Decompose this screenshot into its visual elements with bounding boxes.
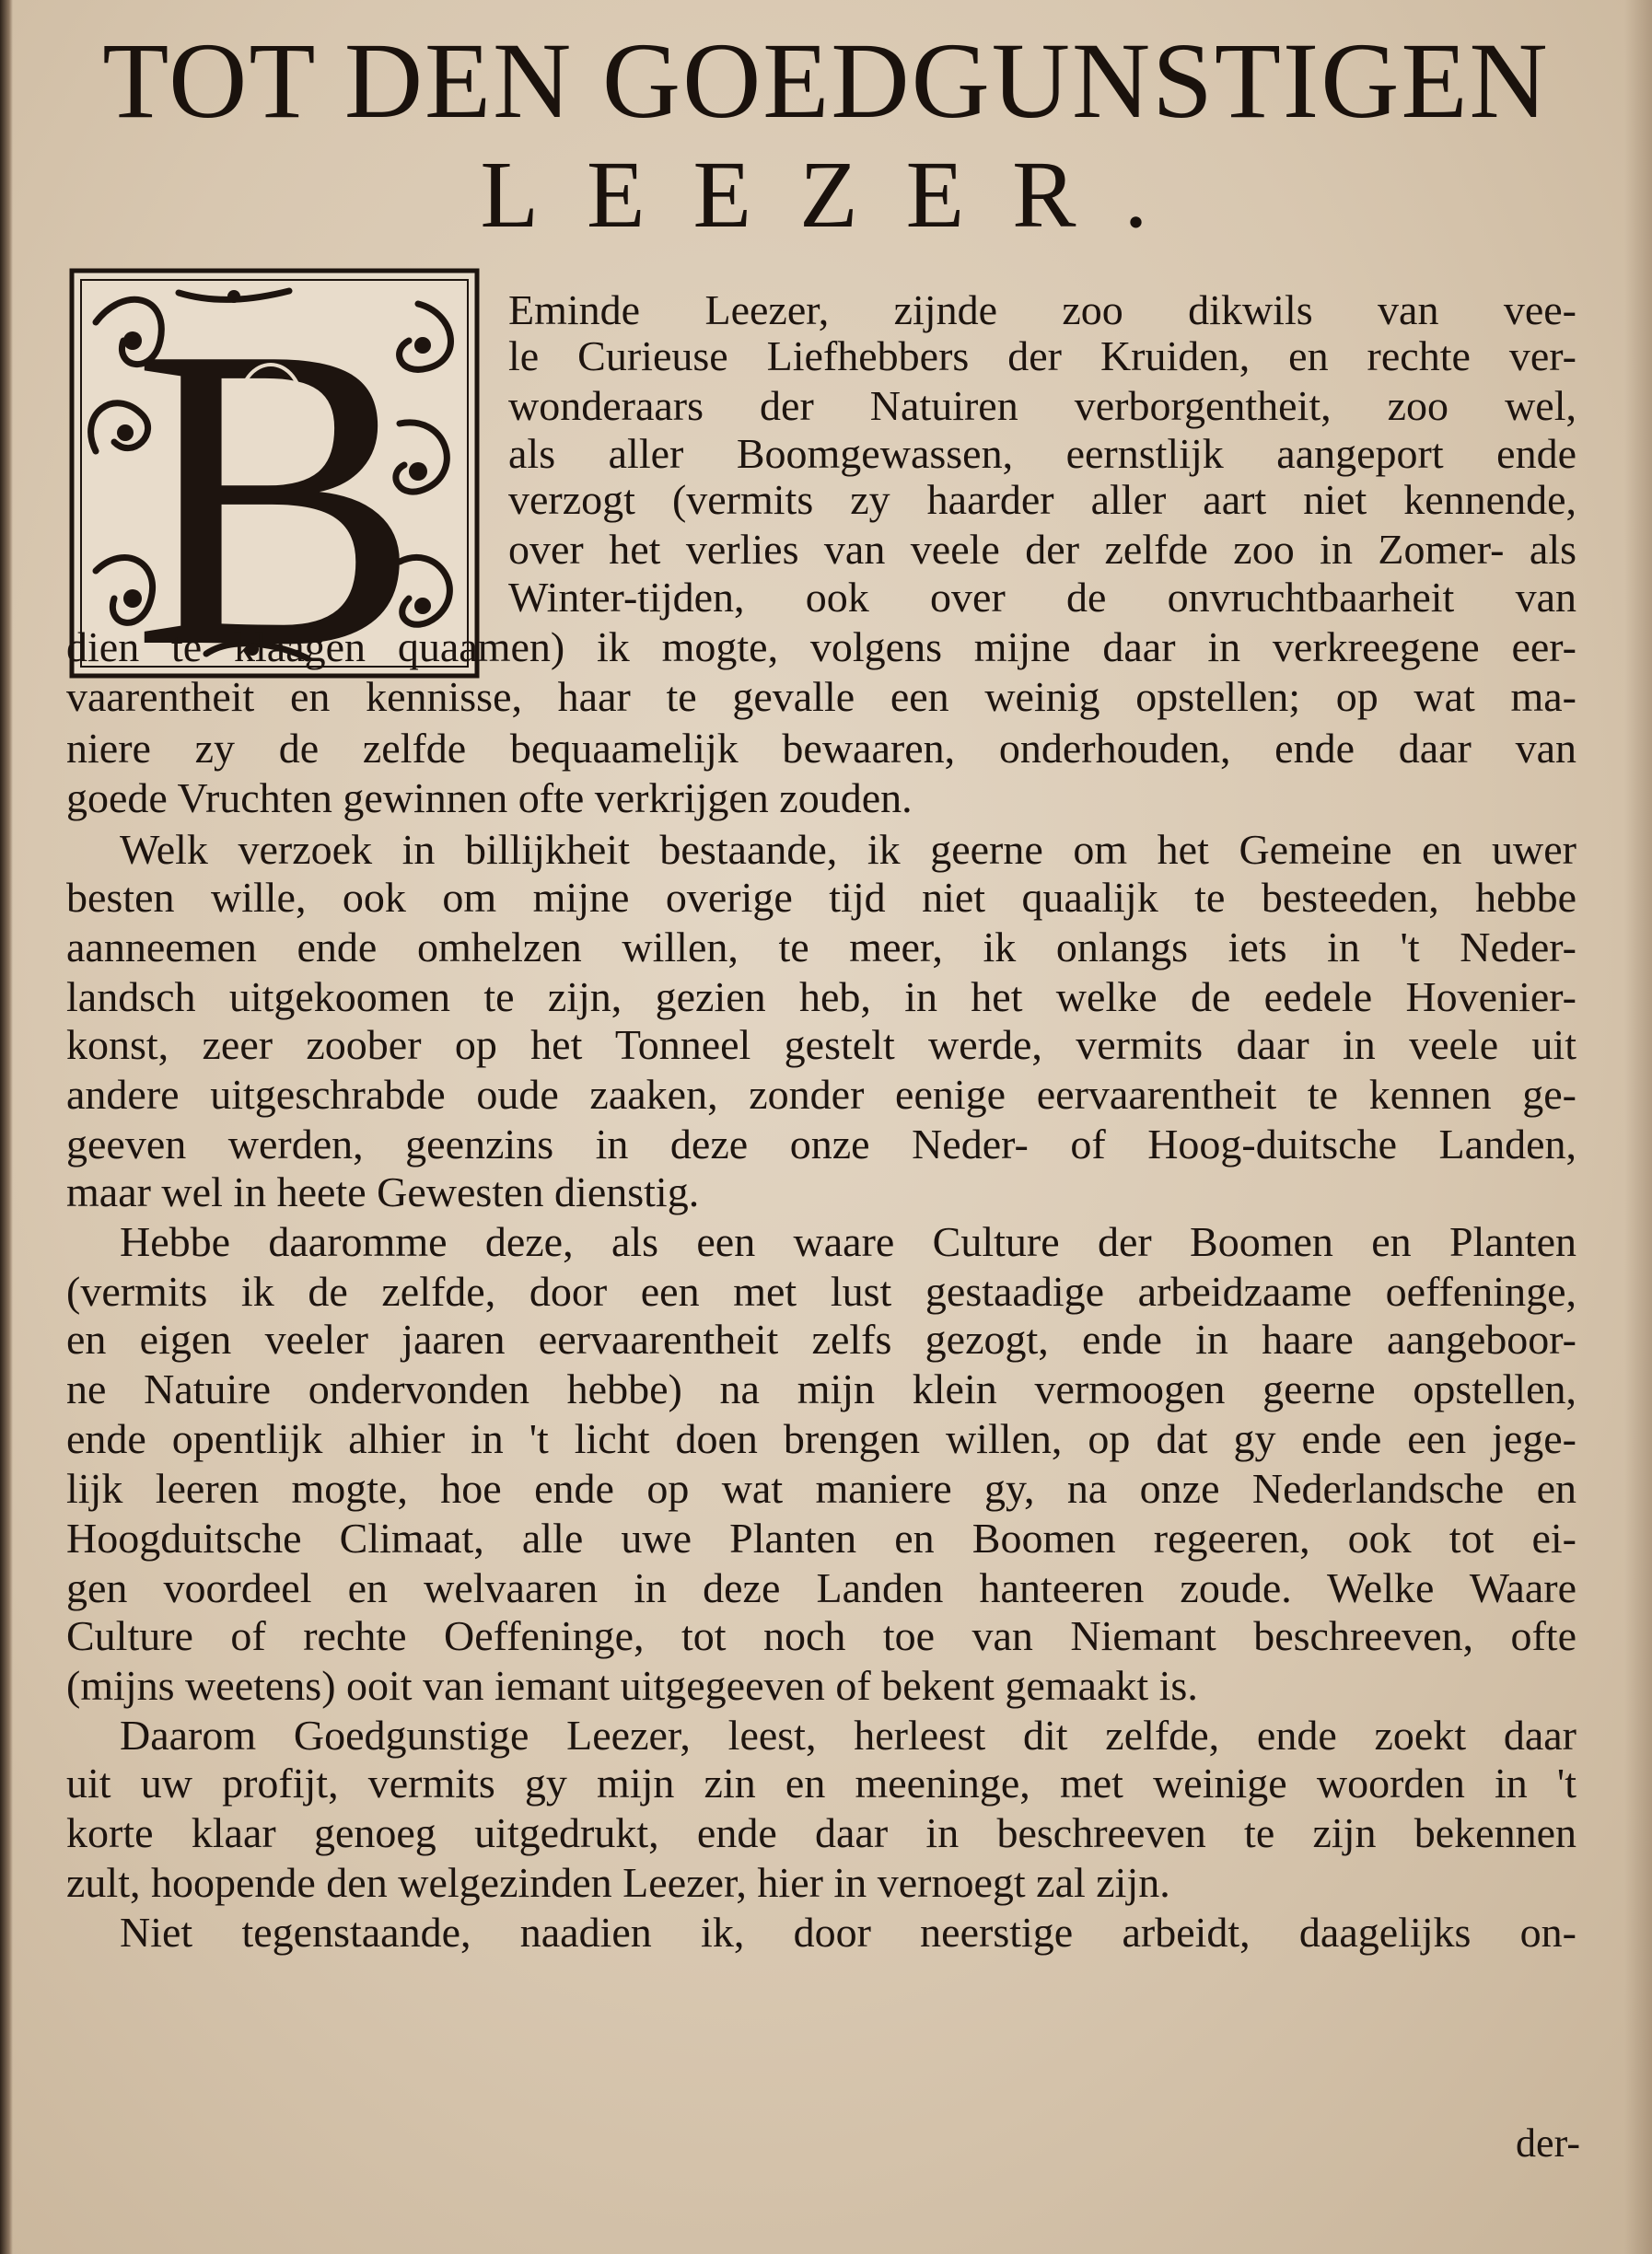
text-line: niere zy de zelfde bequaamelijk bewaaren, onderhouden, ende daar van: [66, 725, 1576, 772]
text-line: lijk leeren mogte, hoe ende op wat maniere gy, na onze Nederlandsche en: [66, 1465, 1576, 1512]
text-line: Culture of rechte Oeffeninge, tot noch toe van Niemant beschreeven, ofte: [66, 1612, 1576, 1659]
catchword: der-: [1516, 2120, 1580, 2166]
text-line: uit uw profijt, vermits gy mijn zin en meeninge, met weinige woorden in 't: [66, 1760, 1576, 1807]
text-line: (vermits ik de zelfde, door een met lust gestaadige arbeidzaame oeffeninge,: [66, 1268, 1576, 1315]
text-line: Welk verzoek in billijkheit bestaande, ik geerne om het Gemeine en uwer: [120, 826, 1576, 873]
text-line: als aller Boomgewassen, eernstlijk aangeport ende: [508, 430, 1576, 477]
text-line: korte klaar genoeg uitgedrukt, ende daar in beschreeven te zijn bekennen: [66, 1809, 1576, 1856]
text-line: (mijns weetens) ooit van iemant uitgegeeven of bekent gemaakt is.: [66, 1662, 1198, 1709]
text-line: Hebbe daaromme deze, als een waare Culture der Boomen en Planten: [120, 1218, 1576, 1265]
binding-shadow: [0, 0, 13, 2254]
text-line: konst, zeer zoober op het Tonneel gestelt werde, vermits daar in veele uit: [66, 1021, 1576, 1068]
text-line: geeven werden, geenzins in deze onze Neder- of Hoog-duitsche Landen,: [66, 1121, 1576, 1168]
page-edge-shadow: [1624, 0, 1652, 2254]
dropcap-letter: B: [132, 267, 421, 680]
text-line: aanneemen ende omhelzen willen, te meer, ik onlangs iets in 't Neder-: [66, 924, 1576, 970]
text-line: goede Vruchten gewinnen ofte verkrijgen zouden.: [66, 774, 913, 821]
text-line: dien te klaagen quaamen) ik mogte, volgens mijne daar in verkreegene eer-: [66, 623, 1576, 670]
text-line: Winter-tijden, ook over de onvruchtbaarheit van: [508, 574, 1576, 621]
text-line: wonderaars der Natuiren verborgentheit, zoo wel,: [508, 382, 1576, 429]
text-line: verzogt (vermits zy haarder aller aart niet kennende,: [508, 476, 1576, 523]
ornamental-dropcap: [68, 267, 481, 680]
page-title-line-2: LEEZER.: [480, 142, 1196, 248]
text-line: zult, hoopende den welgezinden Leezer, hier in vernoegt zal zijn.: [66, 1859, 1170, 1906]
text-line: Eminde Leezer, zijnde zoo dikwils van vee-: [508, 286, 1576, 333]
text-line: landsch uitgekoomen te zijn, gezien heb, in het welke de eedele Hovenier-: [66, 973, 1576, 1020]
text-line: over het verlies van veele der zelfde zoo in Zomer- als: [508, 526, 1576, 573]
page-title-line-1: TOT DEN GOEDGUNSTIGEN: [102, 20, 1550, 141]
text-line: Niet tegenstaande, naadien ik, door neerstige arbeidt, daagelijks on-: [120, 1909, 1576, 1956]
text-line: Daarom Goedgunstige Leezer, leest, herleest dit zelfde, ende zoekt daar: [120, 1712, 1576, 1759]
text-line: en eigen veeler jaaren eervaarentheit zelfs gezogt, ende in haare aangeboor-: [66, 1316, 1576, 1363]
text-line: besten wille, ook om mijne overige tijd niet quaalijk te besteeden, hebbe: [66, 874, 1576, 921]
text-line: gen voordeel en welvaaren in deze Landen hanteeren zoude. Welke Waare: [66, 1564, 1576, 1611]
text-line: le Curieuse Liefhebbers der Kruiden, en rechte ver-: [508, 332, 1576, 379]
text-line: andere uitgeschrabde oude zaaken, zonder eenige eervaarentheit te kennen ge-: [66, 1071, 1576, 1118]
text-line: Hoogduitsche Climaat, alle uwe Planten en Boomen regeeren, ook tot ei-: [66, 1515, 1576, 1562]
text-line: maar wel in heete Gewesten dienstig.: [66, 1168, 700, 1215]
text-line: ne Natuire ondervonden hebbe) na mijn klein vermoogen geerne opstellen,: [66, 1365, 1576, 1412]
text-line: ende opentlijk alhier in 't licht doen brengen willen, op dat gy ende een jege-: [66, 1415, 1576, 1462]
text-line: vaarentheit en kennisse, haar te gevalle een weinig opstellen; op wat ma-: [66, 673, 1576, 720]
